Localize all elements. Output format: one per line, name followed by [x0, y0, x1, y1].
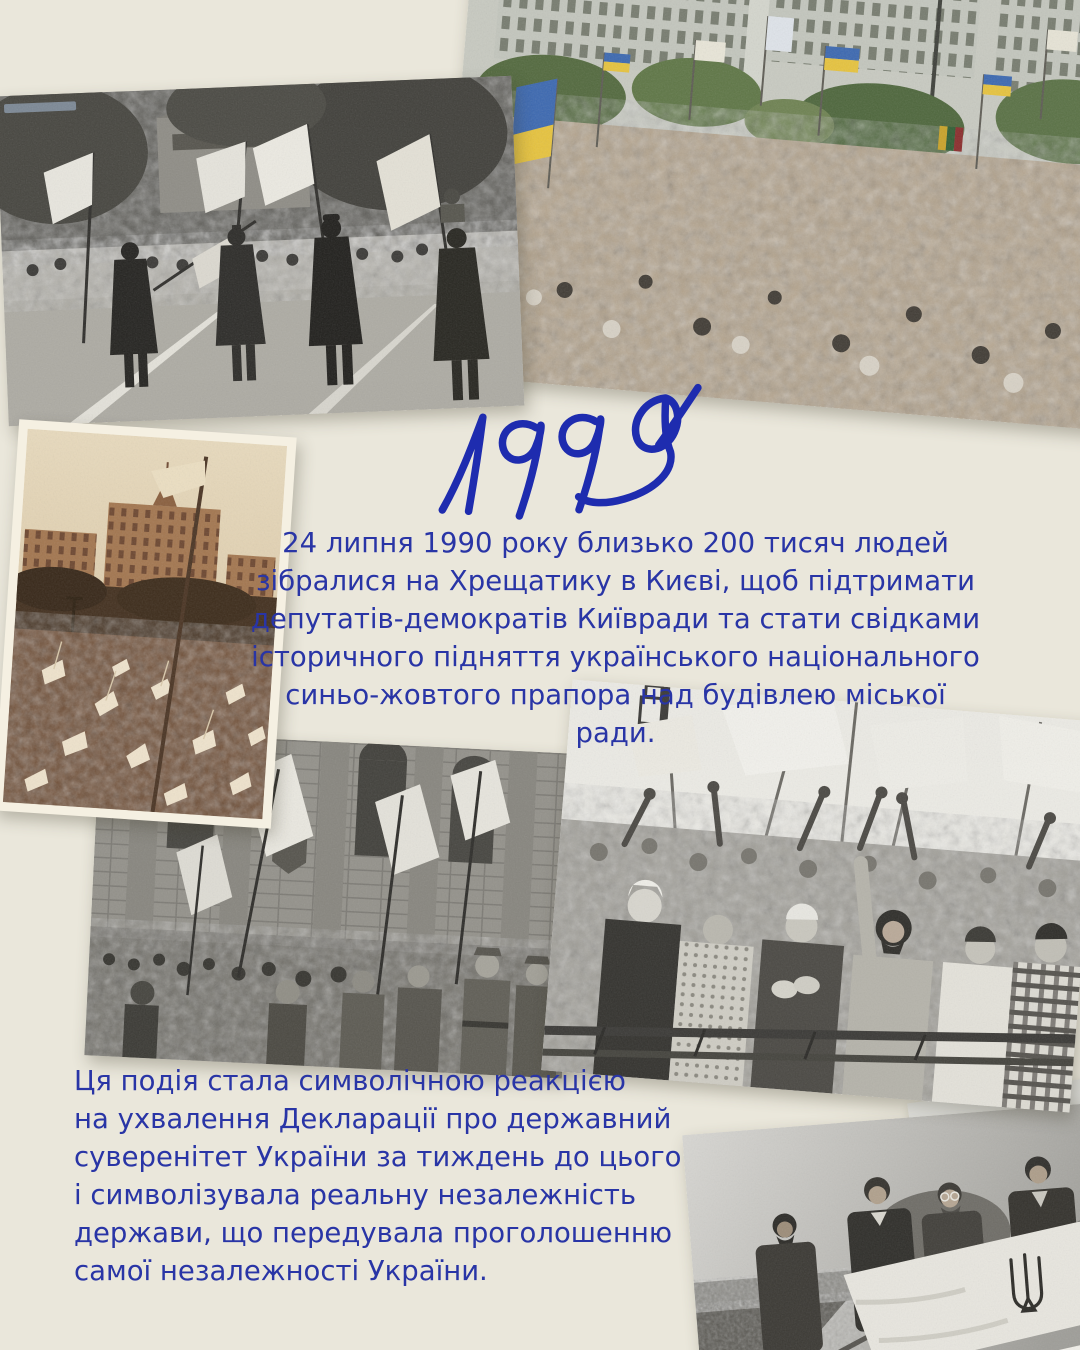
photo-rally-color: [437, 0, 1080, 430]
paragraph-bottom-line: самої незалежності України.: [74, 1255, 488, 1287]
paragraph-top-line: 24 липня 1990 року близько 200 тисяч людей: [282, 527, 949, 559]
photo-parade: [0, 76, 524, 426]
paragraph-top-line: зібралися на Хрещатику в Києві, щоб підтримати: [255, 565, 976, 597]
paragraph-bottom: [74, 1062, 694, 1290]
paragraph-bottom-line: держави, що передувала проголошенню: [74, 1217, 672, 1249]
paragraph-bottom-line: і символізувала реальну незалежність: [74, 1179, 637, 1211]
paragraph-top-line: депутатів-демократів Київради та стати свідками: [250, 603, 981, 635]
paragraph-top-line: синьо-жовтого прапора над будівлею міської ради.: [285, 679, 946, 749]
paragraph-bottom-line: Ця подія стала символічною реакцією: [74, 1065, 626, 1097]
photo-flag-holders: [682, 1102, 1080, 1350]
paragraph-bottom-line: суверенітет України за тиждень до цього: [74, 1141, 682, 1173]
paragraph-top: [243, 524, 988, 752]
paragraph-bottom-line: на ухвалення Декларації про державний: [74, 1103, 672, 1135]
paragraph-top-line: історичного підняття українського національного: [251, 641, 980, 673]
